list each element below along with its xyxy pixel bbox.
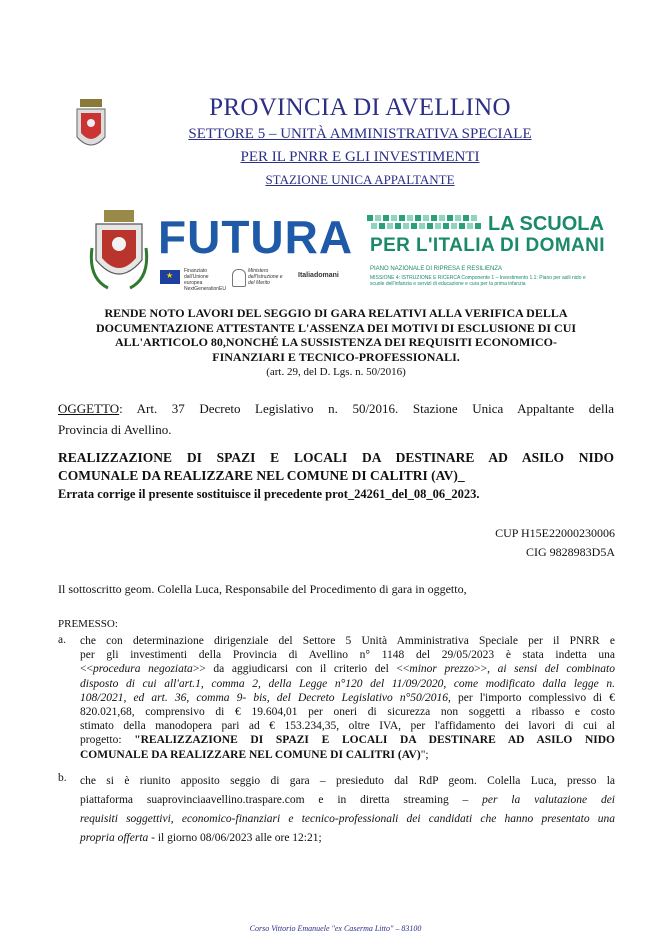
item-line: requisiti soggettivi, economico-finanziari e tecnico-professionali dei candidati che hanno presentato una: [80, 813, 615, 825]
item-line: disposto di cui all'art.1, comma 2, della Legge n°120 del 11/09/2020, come modificato dalla legge n.: [80, 677, 615, 690]
item-line: propria offerta - il giorno 08/06/2023 alle ore 12:21;: [80, 832, 322, 844]
italiadomani-logo: Italiadomani: [298, 272, 339, 279]
oggetto-paragraph: [58, 398, 614, 440]
item-line: COMUNALE DA REALIZZARE NEL COMUNE DI CALITRI (AV)";: [80, 748, 429, 761]
header-pnrr: PER IL PNRR E GLI INVESTIMENTI: [240, 149, 480, 165]
item-line: per gli investimenti della Provincia di Avellino n° 1148 del 29/05/2023 è stata indetta una: [80, 649, 615, 662]
item-line: 820.021,68, comprensivo di € 19.604,01 per oneri di sicurezza non soggetti a ribasso e costo: [80, 706, 615, 719]
item-line: che si è riunito apposito seggio di gara – presieduto dal RdP geom. Colella Luca, presso la: [80, 775, 615, 787]
item-line: <<procedura negoziata>> da aggiudicarsi con il criterio del <<minor prezzo>>, ai sensi del combinato: [80, 663, 615, 676]
footer-address: Corso Vittorio Emanuele "ex Caserma Litto" – 83100: [249, 924, 422, 933]
notice-line: ALL'ARTICOLO 80,NONCHÉ LA SUSSISTENZA DEI REQUISITI ECONOMICO-: [114, 335, 557, 349]
item-line: progetto: "REALIZZAZIONE DI SPAZI E LOCALI DA DESTINARE AD ASILO NIDO: [80, 734, 615, 747]
list-item: [80, 634, 615, 762]
oggetto-label: OGGETTO: [58, 401, 120, 416]
list-item-letter: b.: [58, 772, 67, 784]
notice-line: RENDE NOTO LAVORI DEL SEGGIO DI GARA RELATIVI ALLA VERIFICA DELLA: [104, 306, 568, 320]
sottoscritto-text: Il sottoscritto geom. Colella Luca, Responsabile del Procedimento di gara in oggetto,: [58, 582, 467, 596]
eu-text: Finanziato dall'Unione europea NextGenerationEU: [184, 268, 226, 292]
oggetto-text: Provincia di Avellino.: [58, 422, 172, 437]
oggetto-text: : Art. 37 Decreto Legislativo n. 50/2016. Stazione Unica Appaltante della: [119, 401, 614, 416]
errata-corrige: Errata corrige il presente sostituisce il precedente prot_24261_del_08_06_2023.: [58, 487, 480, 501]
item-line: 108/2021, ed art. 36, comma 9- bis, del Decreto Legislativo n°50/2016, per l'importo complessivo di €: [80, 691, 616, 704]
item-line: che con determinazione dirigenziale del Settore 5 Unità Amministrativa Speciale per il PNRR e: [80, 635, 615, 647]
project-title: [58, 449, 614, 485]
ministry-text: Ministero dell'Istruzione e del Merito: [248, 268, 283, 286]
scuola-title-line1: LA SCUOLA: [488, 213, 604, 235]
scuola-title-line2: PER L'ITALIA DI DOMANI: [370, 235, 605, 256]
page-title: PROVINCIA DI AVELLINO: [209, 94, 511, 121]
project-title-line: REALIZZAZIONE DI SPAZI E LOCALI DA DESTINARE AD ASILO NIDO: [58, 450, 614, 465]
project-title-line: COMUNALE DA REALIZZARE NEL COMUNE DI CALITRI (AV)_: [58, 468, 465, 483]
item-line: stimato della manodopera pari ad € 153.234,35, oltre IVA, per l'affidamento dei lavori di cui al: [80, 720, 615, 733]
notice-reference: (art. 29, del D. Lgs. n. 50/2016): [266, 366, 406, 378]
premesso-heading: PREMESSO:: [58, 618, 118, 630]
list-item-letter: a.: [58, 634, 66, 646]
notice-line: DOCUMENTAZIONE ATTESTANTE L'ASSENZA DEI MOTIVI DI ESCLUSIONE DI CUI: [95, 320, 577, 335]
pnrr-mission: MISSIONE 4: ISTRUZIONE E RICERCA Componente 1 – Investimento 1.1: Piano per asili nido e scuole dell'infanzia e servizi di educazione e cura per la prima infanzia: [370, 275, 586, 287]
cup-code: CUP H15E22000230006: [495, 526, 615, 540]
notice-line: FINANZIARI E TECNICO-PROFESSIONALI.: [212, 349, 460, 364]
pnrr-title: PIANO NAZIONALE DI RIPRESA E RESILIENZA: [370, 266, 503, 272]
header-stazione: STAZIONE UNICA APPALTANTE: [265, 172, 455, 187]
list-item: [80, 772, 615, 848]
futura-logo: FUTURA: [158, 211, 354, 263]
cig-code: CIG 9828983D5A: [526, 545, 615, 559]
logos-row: [160, 268, 350, 290]
eu-flag-icon: [160, 270, 180, 284]
item-line: piattaforma suaprovinciaavellino.traspare.com e in diretta streaming – per la valutazione dei: [80, 794, 615, 806]
provincia-crest-icon: [74, 97, 108, 155]
header-settore: SETTORE 5 – UNITÀ AMMINISTRATIVA SPECIALE: [188, 126, 532, 142]
notice-heading: [48, 306, 624, 364]
ministry-emblem-icon: [232, 269, 246, 287]
comune-crest-icon: [88, 208, 150, 292]
